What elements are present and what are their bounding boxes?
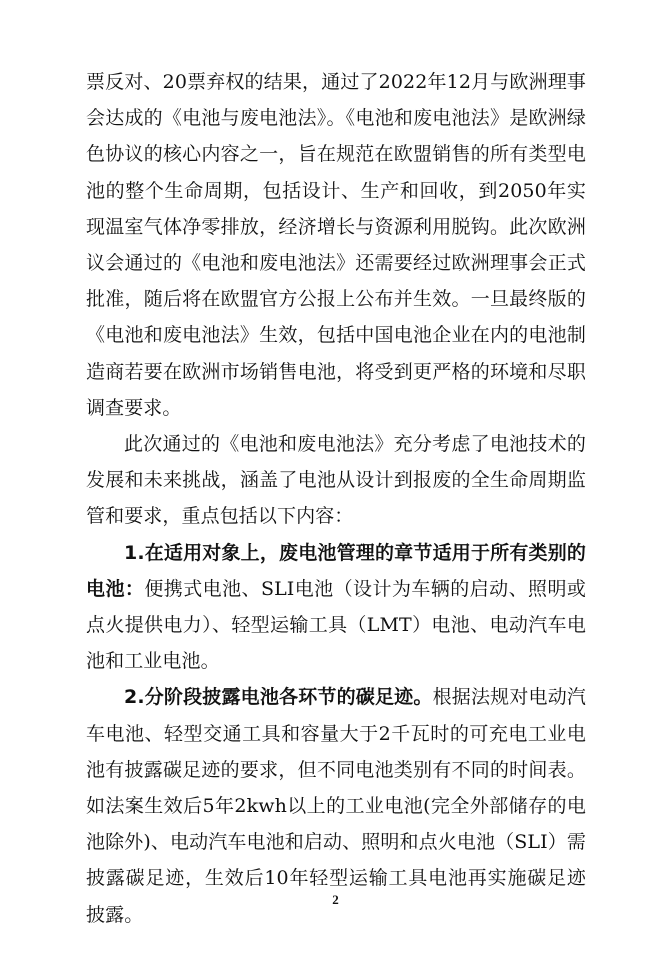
- paragraph-heading-carbon-footprint: 2.分阶段披露电池各环节的碳足迹。: [124, 686, 433, 709]
- paragraph-heading-scope: 1.在适用对象上，废电池管理的章节适用于所有类别的电池：: [86, 541, 586, 600]
- paragraph-text: 便携式电池、SLI电池（设计为车辆的启动、照明或点火提供电力）、轻型运输工具（LMT）电池、电动汽车电池和工业电池。: [86, 577, 586, 673]
- paragraph-law-overview: [86, 426, 586, 535]
- document-body: [86, 64, 586, 933]
- paragraph-scope: [86, 535, 586, 680]
- paragraph-text: 根据法规对电动汽车电池、轻型交通工具和容量大于2千瓦时的可充电工业电池有披露碳足迹的要求，但不同电池类别有不同的时间表。如法案生效后5年2kwh以上的工业电池(完全外部储存的电池除外)、电动汽车电池和启动、照明和点火电池（SLI）需披露碳足迹，生效后10年轻型运输工具电池再实施碳足迹披露。: [86, 686, 587, 926]
- page-number: 2: [332, 892, 339, 907]
- paragraph-text: 票反对、20票弃权的结果，通过了2022年12月与欧洲理事会达成的《电池与废电池法》。《电池和废电池法》是欧洲绿色协议的核心内容之一，旨在规范在欧盟销售的所有类型电池的整个生命周期，包括设计、生产和回收，到2050年实现温室气体净零排放，经济增长与资源利用脱钩。此次欧洲议会通过的《电池和废电池法》还需要经过欧洲理事会正式批准，随后将在欧盟官方公报上公布并生效。一旦最终版的《电池和废电池法》生效，包括中国电池企业在内的电池制造商若要在欧洲市场销售电池，将受到更严格的环境和尽职调查要求。: [86, 71, 586, 419]
- paragraph-eu-parliament-vote: [86, 64, 586, 426]
- paragraph-text: 此次通过的《电池和废电池法》充分考虑了电池技术的发展和未来挑战，涵盖了电池从设计到报废的全生命周期监管和要求，重点包括以下内容：: [86, 433, 586, 528]
